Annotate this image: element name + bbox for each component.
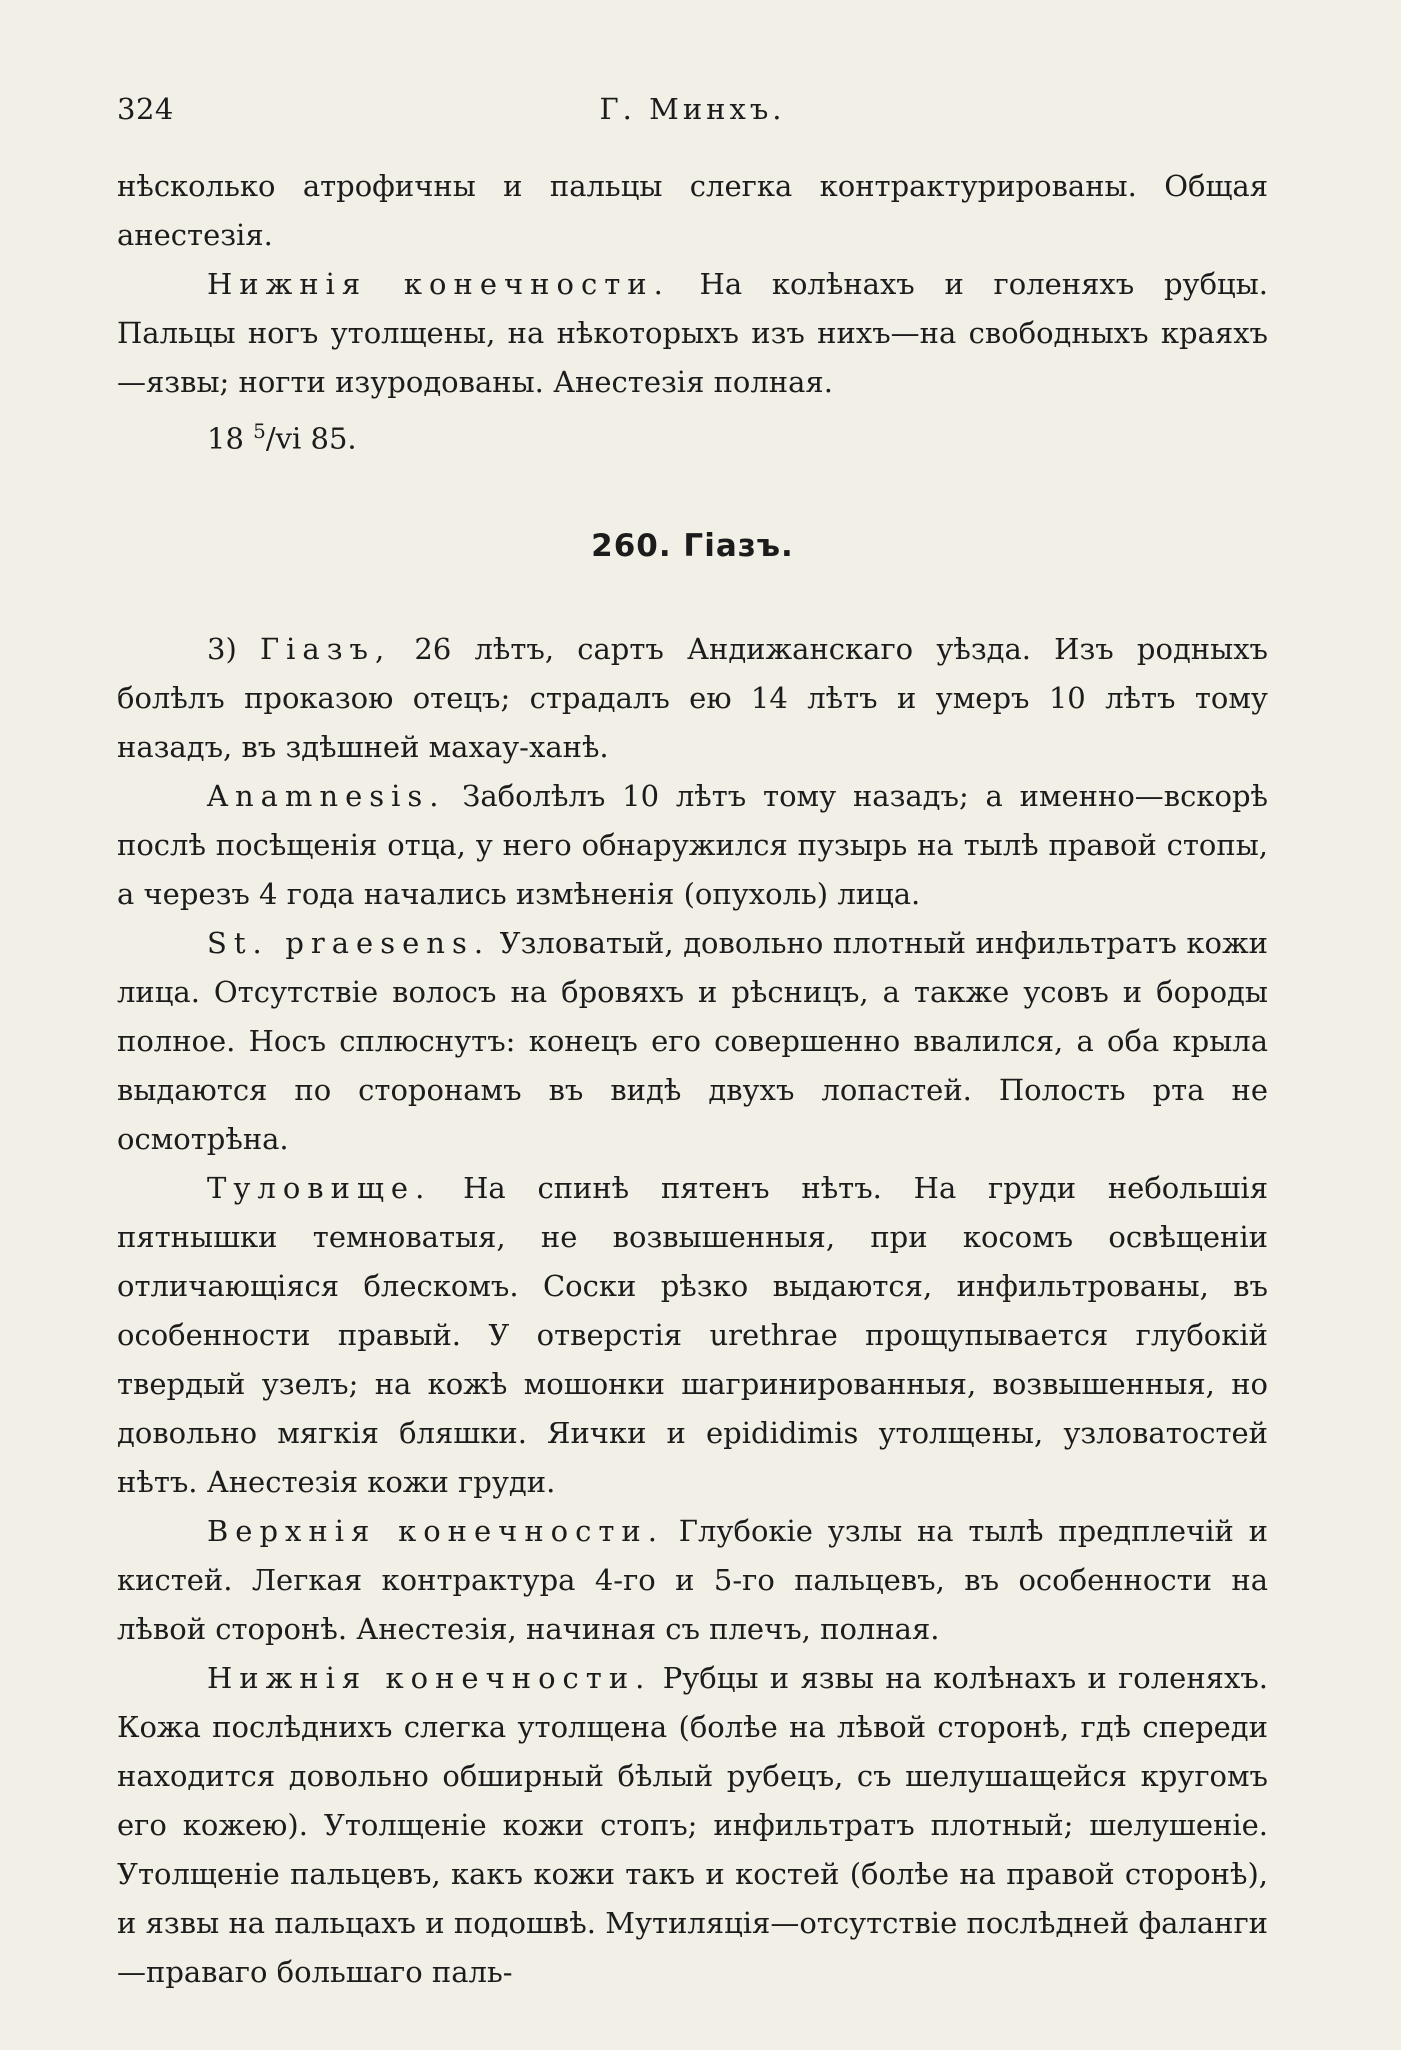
- date-main: 18: [207, 421, 244, 456]
- section-text-lower-limbs-case: Рубцы и язвы на колѣнахъ и голеняхъ. Кожа послѣднихъ слегка утолщена (болѣе на лѣвой сторонѣ, гдѣ спереди находится довольно обширный бѣлый рубецъ, съ шелушащейся кругомъ его кожею). Утолщеніе кожи стопъ; инфильтратъ плотный; шелушеніе. Утолщеніе пальцевъ, какъ кожи такъ и костей (болѣе на правой сторонѣ), и язвы на пальцахъ и подошвѣ. Мутиляція—отсутствіе послѣдней фаланги—праваго большаго паль-: [117, 1660, 1268, 1989]
- status-paragraph: [117, 919, 1268, 1164]
- section-text-upper-limbs: Глубокіе узлы на тылѣ предплечій и кистей. Легкая контрактура 4-го и 5-го пальцевъ, въ особенности на лѣвой сторонѣ. Анестезія, начиная съ плечъ, полная.: [117, 1513, 1268, 1646]
- section-text-status: Узловатый, довольно плотный инфильтратъ кожи лица. Отсутствіе волосъ на бровяхъ и рѣсницъ, а также усовъ и бороды полное. Носъ сплюснутъ: конецъ его совершенно ввалился, а оба крыла выдаются по сторонамъ въ видѣ двухъ лопастей. Полость рта не осмотрѣна.: [117, 925, 1268, 1156]
- date-rest: /vi 85.: [265, 421, 357, 456]
- section-label-anamnesis: Anamnesis.: [207, 778, 446, 813]
- continuation-text: нѣсколько атрофичны и пальцы слегка контрактурированы. Общая анестезія.: [117, 169, 1268, 252]
- date-line: [117, 407, 1268, 464]
- upper-limbs-paragraph: [117, 1507, 1268, 1654]
- running-head: [117, 92, 1268, 140]
- body-text: [117, 162, 1268, 1997]
- case-intro-number: 3): [207, 631, 260, 666]
- section-text-anamnesis: Заболѣлъ 10 лѣтъ тому назадъ; а именно—вскорѣ послѣ посѣщенія отца, у него обнаружился пузырь на тылѣ правой стопы, а черезъ 4 года начались измѣненія (опухоль) лица.: [117, 778, 1268, 911]
- patient-name: Гіазъ,: [259, 631, 392, 666]
- lower-limbs-paragraph-previous-case: [117, 260, 1268, 407]
- lower-limbs-paragraph: [117, 1654, 1268, 1997]
- section-label-lower-limbs-case: Нижнія конечности.: [207, 1660, 652, 1695]
- date-fraction: 5: [253, 419, 266, 443]
- case-intro-text: 26 лѣтъ, сартъ Андижанскаго уѣзда. Изъ родныхъ болѣлъ проказою отецъ; страдалъ ею 14 лѣтъ и умеръ 10 лѣтъ тому назадъ, въ здѣшней махау-ханѣ.: [117, 631, 1269, 764]
- trunk-paragraph: [117, 1164, 1268, 1507]
- case-intro-paragraph: [117, 625, 1268, 772]
- page-number: 324: [117, 92, 174, 126]
- case-heading: 260. Гіазъ.: [591, 527, 794, 564]
- section-label-status: St. praesens.: [207, 925, 491, 960]
- section-text-trunk: На спинѣ пятенъ нѣтъ. На груди небольшія пятнышки темноватыя, не возвышенныя, при косомъ освѣщеніи отличающіяся блескомъ. Соски рѣзко выдаются, инфильтрованы, въ особенности правый. У отверстія urethrae прощупывается глубокій твердый узелъ; на кожѣ мошонки шагринированныя, возвышенныя, но довольно мягкія бляшки. Яички и epididimis утолщены, узловатостей нѣтъ. Анестезія кожи груди.: [117, 1170, 1268, 1499]
- section-text-lower-limbs: На колѣнахъ и голеняхъ рубцы. Пальцы ногъ утолщены, на нѣкоторыхъ изъ нихъ—на свободныхъ краяхъ—язвы; ногти изуродованы. Анестезія полная.: [117, 267, 1268, 399]
- section-label-trunk: Туловище.: [207, 1170, 432, 1205]
- section-label-lower-limbs: Нижнія конечности.: [207, 267, 670, 301]
- section-label-upper-limbs: Верхнія конечности.: [207, 1513, 664, 1548]
- anamnesis-paragraph: [117, 772, 1268, 919]
- running-title: Г. Минхъ.: [599, 92, 786, 126]
- continuation-paragraph: [117, 162, 1268, 260]
